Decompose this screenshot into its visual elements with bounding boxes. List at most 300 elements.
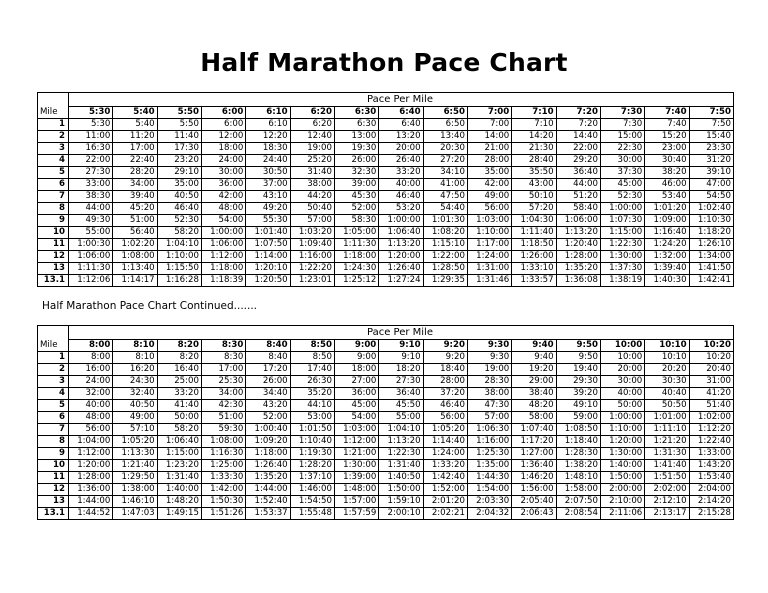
time-cell: 2:00:10 bbox=[379, 508, 423, 520]
time-cell: 9:20 bbox=[423, 352, 467, 364]
time-cell: 1:31:40 bbox=[379, 460, 423, 472]
time-cell: 47:30 bbox=[467, 400, 511, 412]
time-cell: 30:00 bbox=[201, 167, 245, 179]
time-cell: 24:00 bbox=[69, 376, 113, 388]
time-cell: 7:20 bbox=[556, 119, 600, 131]
time-cell: 1:54:00 bbox=[467, 484, 511, 496]
time-cell: 1:37:30 bbox=[600, 263, 644, 275]
time-cell: 1:00:00 bbox=[201, 227, 245, 239]
time-cell: 46:40 bbox=[423, 400, 467, 412]
table-row bbox=[38, 412, 734, 424]
time-cell: 1:03:00 bbox=[467, 215, 511, 227]
time-cell: 1:26:10 bbox=[689, 239, 733, 251]
time-cell: 1:52:40 bbox=[246, 496, 290, 508]
time-cell: 19:20 bbox=[512, 364, 556, 376]
pace-column-header: 10:10 bbox=[645, 340, 689, 352]
time-cell: 1:29:35 bbox=[423, 275, 467, 287]
pace-column-header: 9:10 bbox=[379, 340, 423, 352]
time-cell: 49:00 bbox=[113, 412, 157, 424]
time-cell: 58:40 bbox=[556, 203, 600, 215]
time-cell: 32:30 bbox=[334, 167, 378, 179]
pace-column-header: 5:50 bbox=[157, 107, 201, 119]
time-cell: 35:50 bbox=[512, 167, 556, 179]
time-cell: 18:00 bbox=[201, 143, 245, 155]
time-cell: 35:00 bbox=[157, 179, 201, 191]
time-cell: 35:20 bbox=[290, 388, 334, 400]
time-cell: 9:40 bbox=[512, 352, 556, 364]
time-cell: 28:30 bbox=[467, 376, 511, 388]
time-cell: 1:06:00 bbox=[201, 239, 245, 251]
time-cell: 1:00:00 bbox=[600, 412, 644, 424]
time-cell: 11:40 bbox=[157, 131, 201, 143]
time-cell: 53:40 bbox=[645, 191, 689, 203]
time-cell: 1:38:20 bbox=[556, 460, 600, 472]
pace-column-header: 6:50 bbox=[423, 107, 467, 119]
time-cell: 1:20:00 bbox=[379, 251, 423, 263]
time-cell: 1:00:00 bbox=[600, 203, 644, 215]
pace-column-header: 7:10 bbox=[512, 107, 556, 119]
table-row bbox=[38, 508, 734, 520]
time-cell: 51:20 bbox=[556, 191, 600, 203]
time-cell: 30:00 bbox=[600, 376, 644, 388]
time-cell: 1:06:00 bbox=[556, 215, 600, 227]
time-cell: 1:09:40 bbox=[290, 239, 334, 251]
time-cell: 5:40 bbox=[113, 119, 157, 131]
time-cell: 1:05:00 bbox=[334, 227, 378, 239]
time-cell: 55:00 bbox=[379, 412, 423, 424]
time-cell: 1:16:00 bbox=[290, 251, 334, 263]
mile-cell: 7 bbox=[38, 424, 69, 436]
time-cell: 1:35:20 bbox=[246, 472, 290, 484]
time-cell: 1:24:00 bbox=[467, 251, 511, 263]
time-cell: 8:40 bbox=[246, 352, 290, 364]
mile-cell: 4 bbox=[38, 155, 69, 167]
time-cell: 1:15:50 bbox=[157, 263, 201, 275]
pace-column-header: 6:40 bbox=[379, 107, 423, 119]
time-cell: 1:35:20 bbox=[556, 263, 600, 275]
pace-column-header: 5:30 bbox=[69, 107, 113, 119]
time-cell: 2:01:20 bbox=[423, 496, 467, 508]
time-cell: 26:30 bbox=[290, 376, 334, 388]
time-cell: 25:30 bbox=[201, 376, 245, 388]
time-cell: 6:40 bbox=[379, 119, 423, 131]
time-cell: 1:18:39 bbox=[201, 275, 245, 287]
time-cell: 1:40:00 bbox=[600, 460, 644, 472]
time-cell: 28:20 bbox=[113, 167, 157, 179]
time-cell: 1:21:00 bbox=[334, 448, 378, 460]
time-cell: 24:40 bbox=[246, 155, 290, 167]
time-cell: 2:04:00 bbox=[689, 484, 733, 496]
time-cell: 1:04:00 bbox=[69, 436, 113, 448]
pace-column-header: 8:50 bbox=[290, 340, 334, 352]
time-cell: 2:02:00 bbox=[645, 484, 689, 496]
time-cell: 2:05:40 bbox=[512, 496, 556, 508]
time-cell: 1:06:00 bbox=[69, 251, 113, 263]
table-row bbox=[38, 364, 734, 376]
time-cell: 41:20 bbox=[689, 388, 733, 400]
time-cell: 1:04:30 bbox=[512, 215, 556, 227]
time-cell: 1:09:00 bbox=[645, 215, 689, 227]
time-cell: 1:42:00 bbox=[201, 484, 245, 496]
pace-column-header: 8:00 bbox=[69, 340, 113, 352]
time-cell: 53:00 bbox=[290, 412, 334, 424]
time-cell: 1:22:40 bbox=[689, 436, 733, 448]
time-cell: 54:50 bbox=[689, 191, 733, 203]
pace-column-header: 10:00 bbox=[600, 340, 644, 352]
pace-column-header: 10:20 bbox=[689, 340, 733, 352]
time-cell: 1:12:00 bbox=[334, 436, 378, 448]
time-cell: 32:00 bbox=[69, 388, 113, 400]
time-cell: 20:40 bbox=[689, 364, 733, 376]
time-cell: 42:00 bbox=[467, 179, 511, 191]
time-cell: 19:00 bbox=[290, 143, 334, 155]
time-cell: 1:06:40 bbox=[379, 227, 423, 239]
time-cell: 13:20 bbox=[379, 131, 423, 143]
time-cell: 36:40 bbox=[556, 167, 600, 179]
time-cell: 49:20 bbox=[246, 203, 290, 215]
time-cell: 38:00 bbox=[290, 179, 334, 191]
time-cell: 11:00 bbox=[69, 131, 113, 143]
time-cell: 6:20 bbox=[290, 119, 334, 131]
time-cell: 29:20 bbox=[556, 155, 600, 167]
time-cell: 1:52:00 bbox=[423, 484, 467, 496]
time-cell: 19:30 bbox=[334, 143, 378, 155]
time-cell: 1:03:00 bbox=[334, 424, 378, 436]
time-cell: 22:00 bbox=[556, 143, 600, 155]
time-cell: 1:09:20 bbox=[246, 436, 290, 448]
time-cell: 19:00 bbox=[467, 364, 511, 376]
mile-cell: 7 bbox=[38, 191, 69, 203]
table-row bbox=[38, 251, 734, 263]
mile-cell: 4 bbox=[38, 388, 69, 400]
time-cell: 1:48:20 bbox=[157, 496, 201, 508]
time-cell: 30:30 bbox=[645, 376, 689, 388]
time-cell: 8:20 bbox=[157, 352, 201, 364]
time-cell: 27:00 bbox=[334, 376, 378, 388]
time-cell: 1:04:10 bbox=[157, 239, 201, 251]
time-cell: 45:00 bbox=[600, 179, 644, 191]
time-cell: 1:10:30 bbox=[689, 215, 733, 227]
time-cell: 2:04:32 bbox=[467, 508, 511, 520]
time-cell: 8:30 bbox=[201, 352, 245, 364]
time-cell: 1:53:40 bbox=[689, 472, 733, 484]
time-cell: 1:27:24 bbox=[379, 275, 423, 287]
time-cell: 1:01:50 bbox=[290, 424, 334, 436]
time-cell: 1:51:50 bbox=[645, 472, 689, 484]
table-row bbox=[38, 263, 734, 275]
time-cell: 1:08:50 bbox=[556, 424, 600, 436]
time-cell: 40:00 bbox=[600, 388, 644, 400]
time-cell: 5:30 bbox=[69, 119, 113, 131]
time-cell: 2:03:30 bbox=[467, 496, 511, 508]
time-cell: 56:00 bbox=[69, 424, 113, 436]
time-cell: 1:38:19 bbox=[600, 275, 644, 287]
time-cell: 49:00 bbox=[467, 191, 511, 203]
time-cell: 6:30 bbox=[334, 119, 378, 131]
time-cell: 2:13:17 bbox=[645, 508, 689, 520]
time-cell: 31:40 bbox=[290, 167, 334, 179]
time-cell: 37:20 bbox=[423, 388, 467, 400]
time-cell: 1:43:20 bbox=[689, 460, 733, 472]
time-cell: 18:30 bbox=[246, 143, 290, 155]
header-row bbox=[38, 326, 734, 340]
time-cell: 1:02:20 bbox=[113, 239, 157, 251]
time-cell: 21:00 bbox=[467, 143, 511, 155]
time-cell: 5:50 bbox=[157, 119, 201, 131]
time-cell: 49:30 bbox=[69, 215, 113, 227]
time-cell: 34:40 bbox=[246, 388, 290, 400]
time-cell: 1:12:20 bbox=[689, 424, 733, 436]
time-cell: 1:15:00 bbox=[600, 227, 644, 239]
mile-cell: 5 bbox=[38, 167, 69, 179]
time-cell: 1:25:12 bbox=[334, 275, 378, 287]
time-cell: 1:26:40 bbox=[246, 460, 290, 472]
table-row bbox=[38, 191, 734, 203]
time-cell: 14:40 bbox=[556, 131, 600, 143]
table-row bbox=[38, 496, 734, 508]
mile-cell: 6 bbox=[38, 179, 69, 191]
time-cell: 1:01:30 bbox=[423, 215, 467, 227]
pace-column-header: 7:00 bbox=[467, 107, 511, 119]
time-cell: 47:00 bbox=[689, 179, 733, 191]
time-cell: 2:11:06 bbox=[600, 508, 644, 520]
time-cell: 16:40 bbox=[157, 364, 201, 376]
time-cell: 17:30 bbox=[157, 143, 201, 155]
time-cell: 36:40 bbox=[379, 388, 423, 400]
time-cell: 1:44:52 bbox=[69, 508, 113, 520]
time-cell: 31:00 bbox=[689, 376, 733, 388]
time-cell: 14:00 bbox=[467, 131, 511, 143]
time-cell: 39:10 bbox=[689, 167, 733, 179]
time-cell: 24:00 bbox=[201, 155, 245, 167]
pace-columns-row bbox=[38, 107, 734, 119]
time-cell: 51:00 bbox=[113, 215, 157, 227]
time-cell: 6:00 bbox=[201, 119, 245, 131]
time-cell: 13:00 bbox=[334, 131, 378, 143]
time-cell: 56:40 bbox=[113, 227, 157, 239]
time-cell: 34:10 bbox=[423, 167, 467, 179]
time-cell: 1:21:20 bbox=[645, 436, 689, 448]
time-cell: 17:00 bbox=[201, 364, 245, 376]
time-cell: 1:24:30 bbox=[334, 263, 378, 275]
time-cell: 1:28:00 bbox=[69, 472, 113, 484]
time-cell: 1:58:00 bbox=[556, 484, 600, 496]
table-row bbox=[38, 167, 734, 179]
time-cell: 1:14:40 bbox=[423, 436, 467, 448]
table-row bbox=[38, 472, 734, 484]
time-cell: 2:07:50 bbox=[556, 496, 600, 508]
time-cell: 29:10 bbox=[157, 167, 201, 179]
mile-cell: 5 bbox=[38, 400, 69, 412]
pace-column-header: 7:40 bbox=[645, 107, 689, 119]
time-cell: 51:40 bbox=[689, 400, 733, 412]
mile-cell: 13.1 bbox=[38, 508, 69, 520]
time-cell: 1:01:40 bbox=[246, 227, 290, 239]
time-cell: 1:38:00 bbox=[113, 484, 157, 496]
time-cell: 1:35:00 bbox=[467, 460, 511, 472]
time-cell: 1:10:00 bbox=[467, 227, 511, 239]
time-cell: 1:34:00 bbox=[689, 251, 733, 263]
time-cell: 58:20 bbox=[157, 424, 201, 436]
time-cell: 1:22:00 bbox=[423, 251, 467, 263]
time-cell: 36:00 bbox=[334, 388, 378, 400]
time-cell: 1:23:20 bbox=[157, 460, 201, 472]
time-cell: 58:00 bbox=[512, 412, 556, 424]
time-cell: 27:20 bbox=[423, 155, 467, 167]
time-cell: 1:29:50 bbox=[113, 472, 157, 484]
time-cell: 6:10 bbox=[246, 119, 290, 131]
time-cell: 1:11:40 bbox=[512, 227, 556, 239]
time-cell: 54:00 bbox=[201, 215, 245, 227]
mile-cell: 2 bbox=[38, 131, 69, 143]
table-row bbox=[38, 203, 734, 215]
time-cell: 1:36:40 bbox=[512, 460, 556, 472]
continued-note: Half Marathon Pace Chart Continued....... bbox=[42, 300, 258, 312]
table-row bbox=[38, 215, 734, 227]
pace-column-header: 5:40 bbox=[113, 107, 157, 119]
time-cell: 1:40:00 bbox=[157, 484, 201, 496]
time-cell: 1:05:20 bbox=[423, 424, 467, 436]
time-cell: 1:48:10 bbox=[556, 472, 600, 484]
time-cell: 39:00 bbox=[334, 179, 378, 191]
mile-cell: 13 bbox=[38, 263, 69, 275]
time-cell: 45:30 bbox=[334, 191, 378, 203]
time-cell: 1:33:30 bbox=[201, 472, 245, 484]
time-cell: 50:00 bbox=[157, 412, 201, 424]
mile-column-header: Mile bbox=[38, 326, 69, 352]
time-cell: 9:00 bbox=[334, 352, 378, 364]
time-cell: 1:31:00 bbox=[467, 263, 511, 275]
time-cell: 9:30 bbox=[467, 352, 511, 364]
time-cell: 40:50 bbox=[113, 400, 157, 412]
pace-column-header: 8:20 bbox=[157, 340, 201, 352]
time-cell: 22:00 bbox=[69, 155, 113, 167]
time-cell: 23:30 bbox=[689, 143, 733, 155]
mile-cell: 10 bbox=[38, 460, 69, 472]
time-cell: 7:50 bbox=[689, 119, 733, 131]
time-cell: 56:00 bbox=[467, 203, 511, 215]
time-cell: 17:20 bbox=[246, 364, 290, 376]
time-cell: 1:18:40 bbox=[556, 436, 600, 448]
mile-cell: 2 bbox=[38, 364, 69, 376]
time-cell: 48:00 bbox=[69, 412, 113, 424]
time-cell: 1:39:40 bbox=[645, 263, 689, 275]
time-cell: 1:33:00 bbox=[689, 448, 733, 460]
time-cell: 40:50 bbox=[157, 191, 201, 203]
time-cell: 52:00 bbox=[334, 203, 378, 215]
time-cell: 52:30 bbox=[600, 191, 644, 203]
time-cell: 38:40 bbox=[512, 388, 556, 400]
time-cell: 59:30 bbox=[201, 424, 245, 436]
time-cell: 40:00 bbox=[69, 400, 113, 412]
time-cell: 1:13:20 bbox=[379, 239, 423, 251]
time-cell: 1:26:00 bbox=[512, 251, 556, 263]
time-cell: 37:00 bbox=[246, 179, 290, 191]
time-cell: 37:30 bbox=[600, 167, 644, 179]
time-cell: 44:10 bbox=[290, 400, 334, 412]
time-cell: 1:11:30 bbox=[69, 263, 113, 275]
pace-column-header: 6:20 bbox=[290, 107, 334, 119]
time-cell: 1:08:00 bbox=[201, 436, 245, 448]
time-cell: 20:20 bbox=[645, 364, 689, 376]
time-cell: 1:00:00 bbox=[379, 215, 423, 227]
pace-column-header: 9:40 bbox=[512, 340, 556, 352]
time-cell: 1:13:20 bbox=[379, 436, 423, 448]
time-cell: 1:18:50 bbox=[512, 239, 556, 251]
time-cell: 17:40 bbox=[290, 364, 334, 376]
time-cell: 16:30 bbox=[69, 143, 113, 155]
time-cell: 9:50 bbox=[556, 352, 600, 364]
time-cell: 1:31:40 bbox=[157, 472, 201, 484]
time-cell: 23:20 bbox=[157, 155, 201, 167]
time-cell: 2:10:00 bbox=[600, 496, 644, 508]
time-cell: 1:10:40 bbox=[290, 436, 334, 448]
mile-cell: 1 bbox=[38, 352, 69, 364]
pace-column-header: 8:30 bbox=[201, 340, 245, 352]
time-cell: 20:30 bbox=[423, 143, 467, 155]
time-cell: 7:10 bbox=[512, 119, 556, 131]
time-cell: 58:30 bbox=[334, 215, 378, 227]
time-cell: 1:18:00 bbox=[201, 263, 245, 275]
time-cell: 1:59:10 bbox=[379, 496, 423, 508]
time-cell: 2:14:20 bbox=[689, 496, 733, 508]
time-cell: 1:12:06 bbox=[69, 275, 113, 287]
mile-cell: 3 bbox=[38, 376, 69, 388]
pace-per-mile-header: Pace Per Mile bbox=[69, 93, 734, 107]
time-cell: 45:00 bbox=[334, 400, 378, 412]
time-cell: 1:46:20 bbox=[512, 472, 556, 484]
time-cell: 1:22:30 bbox=[600, 239, 644, 251]
time-cell: 12:40 bbox=[290, 131, 334, 143]
time-cell: 1:21:40 bbox=[113, 460, 157, 472]
mile-cell: 12 bbox=[38, 484, 69, 496]
table-row bbox=[38, 484, 734, 496]
time-cell: 1:07:30 bbox=[600, 215, 644, 227]
time-cell: 38:00 bbox=[467, 388, 511, 400]
table-row bbox=[38, 275, 734, 287]
time-cell: 1:50:00 bbox=[379, 484, 423, 496]
time-cell: 1:33:20 bbox=[423, 460, 467, 472]
time-cell: 33:20 bbox=[157, 388, 201, 400]
pace-column-header: 7:30 bbox=[600, 107, 644, 119]
time-cell: 8:00 bbox=[69, 352, 113, 364]
time-cell: 39:20 bbox=[556, 388, 600, 400]
time-cell: 35:00 bbox=[467, 167, 511, 179]
time-cell: 57:00 bbox=[290, 215, 334, 227]
time-cell: 44:00 bbox=[556, 179, 600, 191]
time-cell: 54:00 bbox=[334, 412, 378, 424]
time-cell: 43:10 bbox=[246, 191, 290, 203]
time-cell: 1:32:00 bbox=[645, 251, 689, 263]
time-cell: 18:00 bbox=[334, 364, 378, 376]
time-cell: 16:00 bbox=[69, 364, 113, 376]
time-cell: 1:53:37 bbox=[246, 508, 290, 520]
time-cell: 22:30 bbox=[600, 143, 644, 155]
time-cell: 1:17:20 bbox=[512, 436, 556, 448]
time-cell: 1:05:20 bbox=[113, 436, 157, 448]
pace-column-header: 8:40 bbox=[246, 340, 290, 352]
time-cell: 25:00 bbox=[157, 376, 201, 388]
table-row bbox=[38, 376, 734, 388]
mile-cell: 12 bbox=[38, 251, 69, 263]
page-title: Half Marathon Pace Chart bbox=[200, 48, 568, 77]
time-cell: 52:00 bbox=[246, 412, 290, 424]
time-cell: 1:30:00 bbox=[334, 460, 378, 472]
table-row bbox=[38, 460, 734, 472]
time-cell: 10:10 bbox=[645, 352, 689, 364]
time-cell: 7:40 bbox=[645, 119, 689, 131]
mile-cell: 6 bbox=[38, 412, 69, 424]
